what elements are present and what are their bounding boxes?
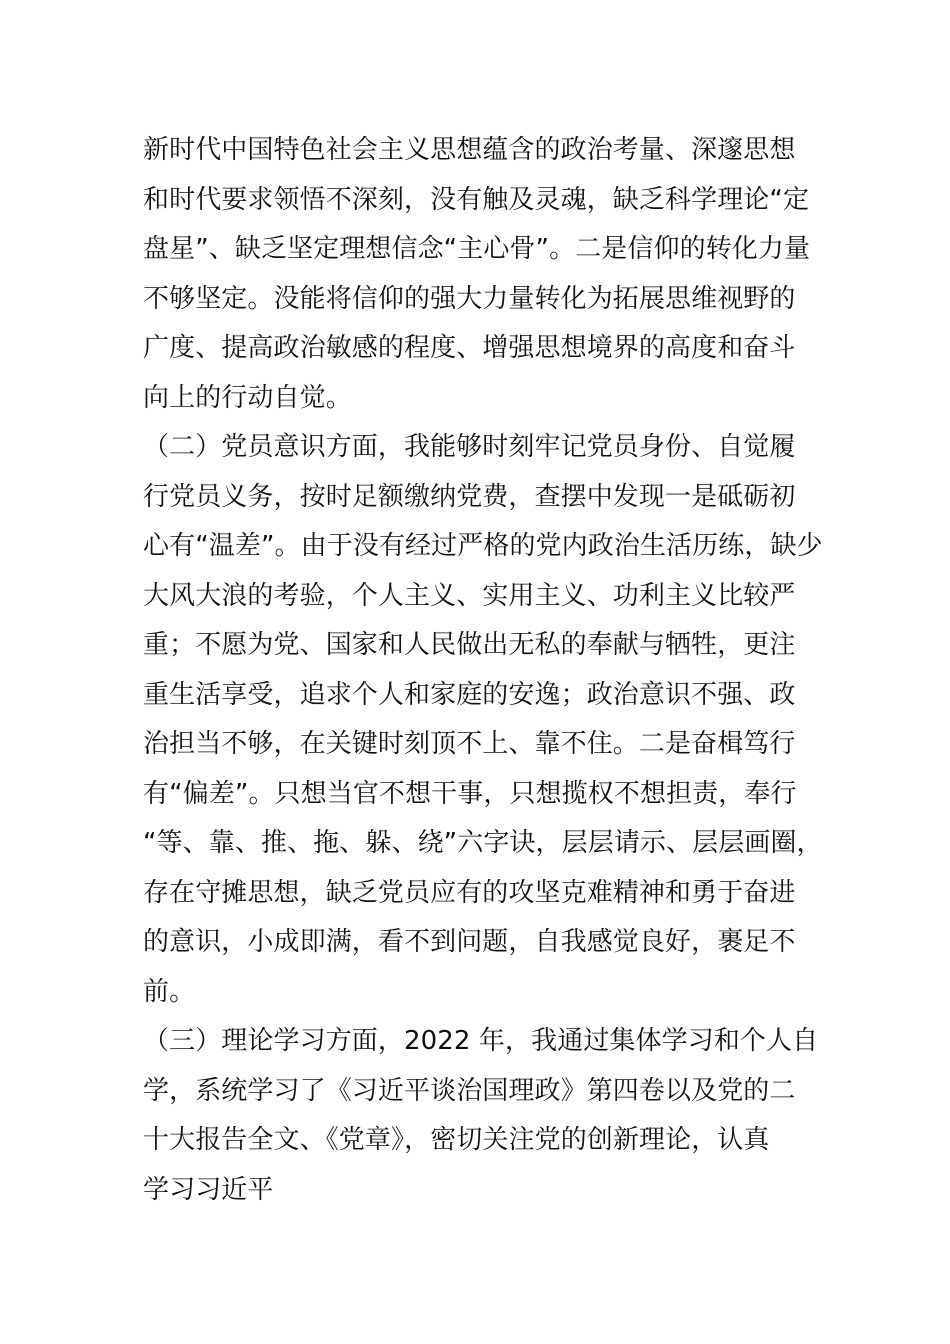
text-line: 前。 — [143, 976, 196, 1007]
text-line: 存在守摊思想，缺乏党员应有的攻坚克难精神和勇于奋进 — [143, 877, 796, 908]
text-line: 盘星”、缺乏坚定理想信念“主心骨”。二是信仰的转化力量 — [143, 234, 811, 264]
text-line: “等、靠、推、拖、躲、绕”六字诀，层层请示、层层画圈， — [143, 828, 823, 858]
text-line: 学，系统学习了《习近平谈治国理政》第四卷以及党的二 — [143, 1075, 796, 1106]
text-line: 十大报告全文、《党章》，密切关注党的创新理论，认真 — [143, 1125, 770, 1155]
text-line: 治担当不够，在关键时刻顶不上、靠不住。二是奋楫笃行 — [143, 729, 796, 759]
text-line: 广度、提高政治敏感的程度、增强思想境界的高度和奋斗 — [143, 333, 796, 363]
section-heading-line: （三）理论学习方面，2022 年，我通过集体学习和个人自 — [143, 1026, 819, 1056]
text-line: 和时代要求领悟不深刻，没有触及灵魂，缺乏科学理论“定 — [143, 184, 810, 215]
text-line: 学习习近平 — [143, 1174, 274, 1205]
text-line: 不够坚定。没能将信仰的强大力量转化为拓展思维视野的 — [143, 283, 796, 314]
text-line: 行党员义务，按时足额缴纳党费，查摆中发现一是砥砺初 — [143, 481, 796, 512]
section-heading-line: （二）党员意识方面，我能够时刻牢记党员身份、自觉履 — [143, 432, 796, 462]
text-line: 向上的行动自觉。 — [143, 382, 352, 413]
text-line: 有“偏差”。只想当官不想干事，只想揽权不想担责，奉行 — [143, 778, 797, 809]
text-line: 心有“温差”。由于没有经过严格的党内政治生活历练，缺少 — [143, 531, 823, 561]
text-line: 重生活享受，追求个人和家庭的安逸；政治意识不强、政 — [143, 679, 796, 710]
text-line: 的意识，小成即满，看不到问题，自我感觉良好，裹足不 — [143, 927, 796, 957]
text-line: 新时代中国特色社会主义思想蕴含的政治考量、深邃思想 — [143, 135, 796, 165]
body-text — [143, 126, 823, 1215]
text-line: 重；不愿为党、国家和人民做出无私的奉献与牺牲，更注 — [143, 630, 796, 660]
text-line: 大风大浪的考验，个人主义、实用主义、功利主义比较严 — [143, 580, 796, 611]
